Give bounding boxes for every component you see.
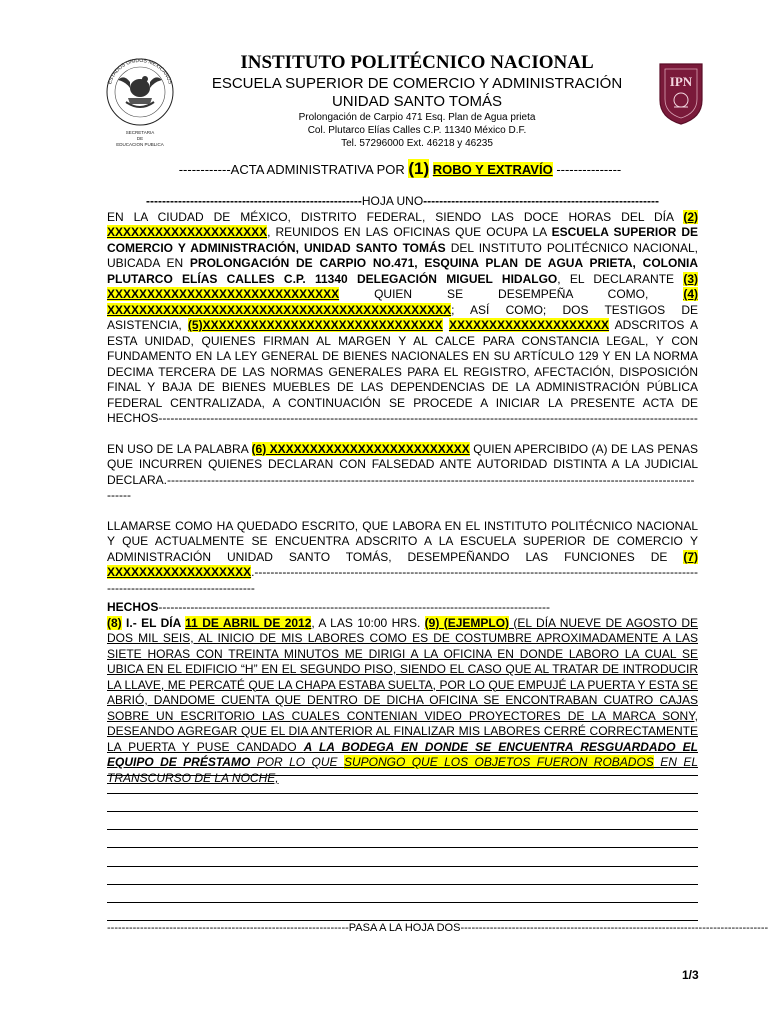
blank-line — [107, 793, 698, 794]
p1-text-3: DEL INSTITUTO POLITÉCNICO NACIONAL, UBICADA EN — [107, 240, 698, 270]
p1-text-6: ; ASÍ COMO; DOS TESTIGOS DE ASISTENCIA, — [107, 302, 698, 332]
seal-ring-text: ESTADOS UNIDOS MEXICANOS — [107, 57, 173, 86]
p4-highlight-italic: SUPONGO QUE LOS OBJETOS FUERON ROBADOS — [343, 755, 654, 769]
p1-text-5: QUIEN SE DESEMPEÑA COMO, — [339, 287, 684, 301]
blank-line — [107, 811, 698, 812]
blank-line — [107, 775, 698, 776]
footer-label: PASA A LA HOJA DOS — [348, 922, 461, 934]
p3-dashes: ---------------------------------------------------------------------------------------------------------------------------------------------------- — [107, 565, 698, 595]
ipn-logo-text: IPN — [669, 74, 693, 89]
p1-address-bold: PROLONGACIÓN DE CARPIO NO.471, ESQUINA PLAN DE AGUA PRIETA, COLONIA PLUTARCO ELÍAS CALLES C.P. 11340 DELEGACIÓN MIGUEL HIDALGO — [107, 256, 698, 286]
address-line-2: Col. Plutarco Elías Calles C.P. 11340 México D.F. — [307, 125, 527, 136]
address-line-3: Tel. 57296000 Ext. 46218 y 46235 — [341, 138, 493, 149]
field-7-functions: (7) XXXXXXXXXXXXXXXXXX — [107, 549, 698, 579]
blank-line — [107, 902, 698, 903]
field-4-position: (4) XXXXXXXXXXXXXXXXXXXXXXXXXXXXXXXXXXXXXXXXXXX — [107, 287, 698, 317]
field-date-value: 11 DE ABRIL DE 2012 — [185, 615, 312, 630]
continue-next-page — [107, 922, 768, 934]
p1-text-4: , EL DECLARANTE — [557, 271, 684, 286]
institution-name: INSTITUTO POLITÉCNICO NACIONAL — [240, 52, 594, 73]
acta-title-suffix: --------------- — [552, 162, 622, 177]
paragraph-testimony — [107, 442, 698, 504]
school-name: ESCUELA SUPERIOR DE COMERCIO Y ADMINISTRACIÓN — [211, 75, 623, 92]
address-line-1: Prolongación de Carpio 471 Esq. Plan de Agua prieta — [298, 112, 536, 123]
p4-text-1: I.- EL DÍA — [121, 615, 186, 630]
blank-line — [107, 884, 698, 885]
hechos-heading — [107, 600, 698, 616]
hechos-label: HECHOS — [107, 600, 159, 614]
seal-caption-1: SECRETARIA — [125, 130, 155, 135]
hoja-uno-left-dashes: ------------------------------------------------------ — [146, 194, 362, 208]
field-3-declarant: (3) XXXXXXXXXXXXXXXXXXXXXXXXXXXXX — [107, 271, 698, 301]
paragraph-employment — [107, 519, 698, 597]
letterhead — [180, 52, 654, 150]
field-2-date: (2) XXXXXXXXXXXXXXXXXXXX — [107, 209, 698, 239]
paragraph-facts — [107, 616, 698, 787]
blank-line — [107, 847, 698, 848]
unit-name: UNIDAD SANTO TOMÁS — [331, 93, 503, 110]
p3-text-1: LLAMARSE COMO HA QUEDADO ESCRITO, QUE LABORA EN EL INSTITUTO POLITÉCNICO NACIONAL Y QUE ACTUALMENTE SE ENCUENTRA ADSCRITO A LA ESCUELA SUPERIOR DE COMERCIO Y ADMINISTRACIÓN UNIDAD SANTO TOMÁS, DESEMPEÑANDO LAS FUNCIONES DE — [107, 518, 698, 564]
p2-dashes: ------------------------------------------------------------------------------------------------------------------------------------------ — [107, 472, 695, 502]
p2-text-1: EN USO DE LA PALABRA — [107, 441, 252, 456]
paragraph-opening — [107, 210, 698, 427]
hechos-dashes: -------------------------------------------------------------------------------------------------- — [158, 600, 550, 614]
field-5-witness-2: XXXXXXXXXXXXXXXXXXXX — [448, 318, 610, 332]
acta-title-prefix: ------------ACTA ADMINISTRATIVA POR — [178, 162, 409, 177]
blank-line — [107, 866, 698, 867]
ipn-logo — [656, 60, 706, 126]
blank-line — [107, 829, 698, 830]
acta-title — [100, 158, 700, 181]
p1-text-8: ADSCRITOS A ESTA UNIDAD, QUIENES FIRMAN AL MARGEN Y AL CALCE PARA CONSTANCIA LEGAL, Y CON FUNDAMENTO EN LA LEY GENERAL DE BIENES NACIONALES EN SU ARTÍCULO 129 Y EN LA NORMA DECIMA TERCERA DE LAS NORMAS GENERALES PARA EL REGISTRO, AFECTACIÓN, DISPOSICIÓN FINAL Y BAJA DE BIENES MUEBLES DE LAS DEPENDENCIAS DE LA ADMINISTRACIÓN PÚBLICA FEDERAL CENTRALIZADA, A CONTINUACIÓN SE PROCEDE A INICIAR LA PRESENTE ACTA DE HECHOS — [107, 318, 698, 425]
p1-dashes: --------------------------------------------------------------------------------------------------------------------------------------- — [158, 411, 698, 425]
p1-text-2: , REUNIDOS EN LAS OFICINAS QUE OCUPA LA — [267, 225, 552, 239]
acta-title-subject: ROBO Y EXTRAVÍO — [432, 162, 553, 177]
field-5-witness-1: (5)XXXXXXXXXXXXXXXXXXXXXXXXXXXXXX — [187, 318, 443, 332]
page-number: 1/3 — [682, 968, 699, 982]
p4-text-5: EN EL TRANSCURSO DE LA NOCHE, — [107, 755, 698, 785]
p1-school-bold: ESCUELA SUPERIOR DE COMERCIO Y ADMINISTRACIÓN, UNIDAD SANTO TOMÁS — [107, 225, 698, 255]
p2-text-2: QUIEN APERCIBIDO (A) DE LAS PENAS QUE INCURREN QUIENES DECLARAN CON FALSEDAD ANTE AUTORIDAD DISTINTA A LA JUDICIAL DECLARA. — [107, 441, 699, 487]
p4-narrative: (EL DÍA NUEVE DE AGOSTO DE DOS MIL SEIS, AL INICIO DE MIS LABORES COMO ES DE COSTUMBRE APROXIMADAMENTE A LAS SIETE HORAS CON TREINTA MINUTOS ME DIRIGI A LA OFICINA EN DONDE LABORO LA CUAL SE UBICA EN EL EDIFICIO “H” EN EL SEGUNDO PISO, SIENDO EL CASO QUE AL TRATAR DE INTRODUCIR LA LLAVE, ME PERCATÉ QUE LA CHAPA ESTABA SUELTA, POR LO QUE EMPUJÉ LA PUERTA Y ESTA SE ABRIÓ, DANDOME CUENTA QUE DENTRO DE DICHA OFICINA SE ENCONTRABAN CUATRO CAJAS SOBRE UN ESCRITORIO LAS CUALES CONTENIAN VIDEO PROYECTORES DE LA MARCA SONY, DESEANDO AGREGAR QUE EL DIA ANTERIOR AL FINALIZAR MIS LABORES CERRÉ CORRECTAMENTE LA PUERTA Y PUSE CANDADO — [107, 615, 698, 754]
p1-text-1: EN LA CIUDAD DE MÉXICO, DISTRITO FEDERAL, SIENDO LAS DOCE HORAS DEL DÍA — [107, 209, 684, 224]
field-6-speaker: (6) XXXXXXXXXXXXXXXXXXXXXXXXX — [251, 441, 470, 456]
footer-left-dashes: ------------------------------------------------------------------ — [107, 922, 349, 934]
footer-right-dashes: ------------------------------------------------------------------------------------ — [460, 922, 768, 934]
hoja-uno-right-dashes: ----------------------------------------------------------- — [423, 194, 659, 208]
blank-line — [107, 920, 698, 921]
document-body — [107, 194, 698, 786]
p4-text-4: POR LO QUE — [250, 755, 344, 769]
mexico-coat-of-arms-seal — [102, 52, 178, 148]
p4-text-2: , A LAS 10:00 HRS. — [311, 615, 425, 630]
p3-text-2: . — [251, 565, 255, 579]
seal-caption-2: DE — [136, 136, 144, 141]
hoja-uno-label: HOJA UNO — [361, 194, 424, 208]
p4-bold-italic: A LA BODEGA EN DONDE SE ENCUENTRA RESGUARDADO EL EQUIPO DE PRÉSTAMO — [107, 739, 698, 769]
seal-caption-3: EDUCACION PUBLICA — [116, 142, 164, 147]
hoja-uno-line — [107, 194, 698, 210]
field-8-marker: (8) — [107, 615, 122, 630]
acta-title-number: (1) — [408, 159, 430, 178]
field-9-example: (9) (EJEMPLO) — [424, 615, 510, 630]
